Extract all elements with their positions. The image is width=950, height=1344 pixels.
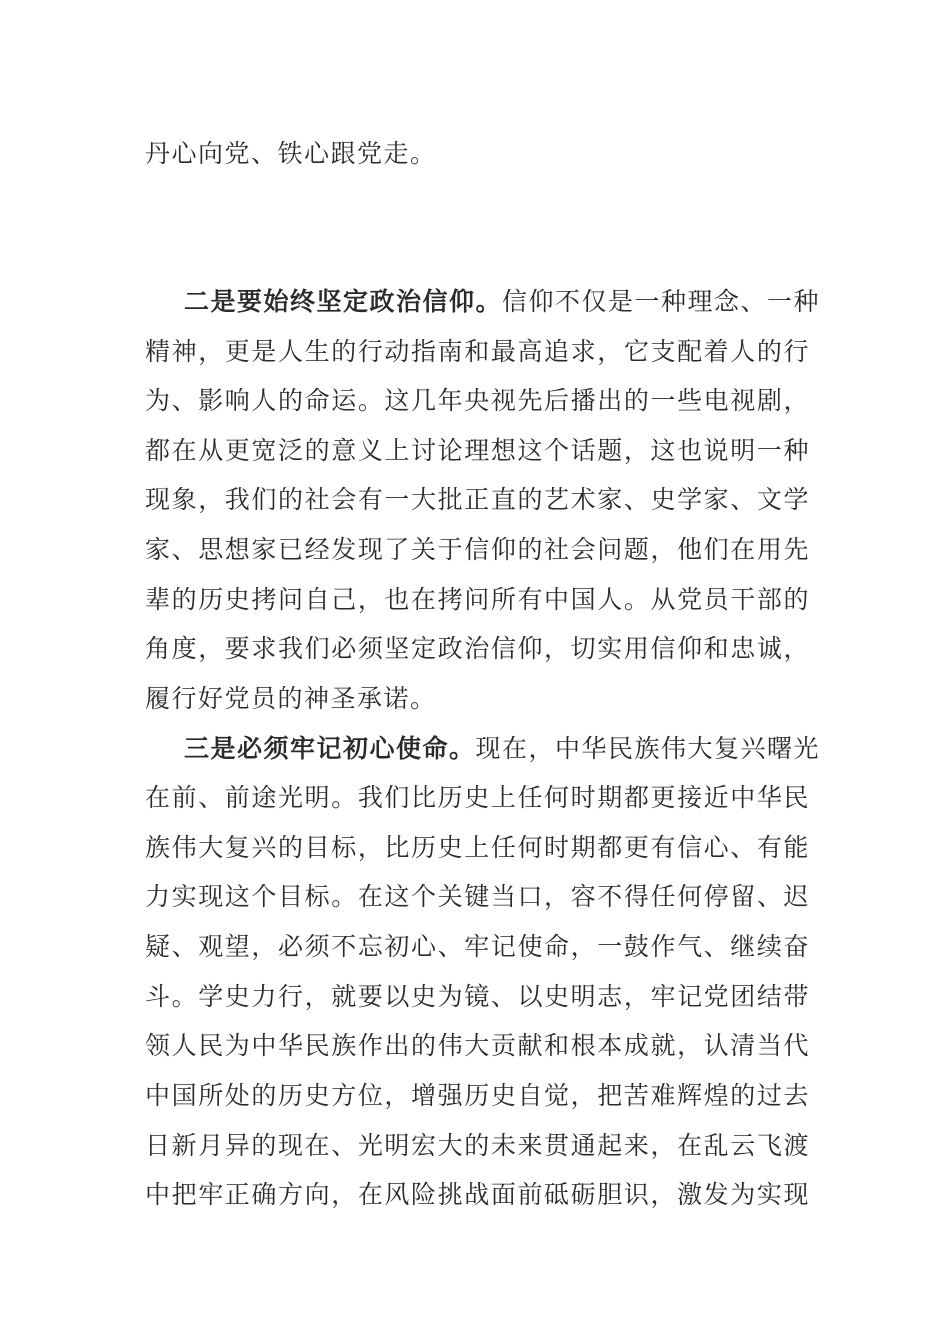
text-line — [145, 484, 810, 516]
line-text: 日新月异的现在、光明宏大的未来贯通起来，在乱云飞渡 — [145, 1131, 810, 1160]
line-text: 都在从更宽泛的意义上讨论理想这个话题，这也说明一种 — [145, 436, 810, 465]
text-line — [145, 782, 810, 814]
text-line — [145, 534, 810, 566]
line-text: 精神，更是人生的行动指南和最高追求，它支配着人的行 — [145, 337, 810, 366]
line-text: 中国所处的历史方位，增强历史自觉，把苦难辉煌的过去 — [145, 1081, 810, 1110]
paragraph-3-heading: 三是必须牢记初心使命。 — [184, 734, 476, 763]
text-line — [145, 138, 810, 170]
text-line — [145, 385, 810, 417]
text-line — [145, 435, 810, 467]
paragraph-3-first-line — [184, 733, 821, 765]
line-text: 族伟大复兴的目标，比历史上任何时期都更有信心、有能 — [145, 833, 810, 862]
text-line — [145, 584, 810, 616]
line-text: 力实现这个目标。在这个关键当口，容不得任何停留、迟 — [145, 882, 810, 911]
text-line — [145, 931, 810, 963]
line-text: 斗。学史力行，就要以史为镜、以史明志，牢记党团结带 — [145, 982, 810, 1011]
line-text: 现在，中华民族伟大复兴曙光 — [475, 734, 821, 763]
text-line — [145, 633, 810, 665]
line-text: 领人民为中华民族作出的伟大贡献和根本成就，认清当代 — [145, 1031, 810, 1060]
line-text: 为、影响人的命运。这几年央视先后播出的一些电视剧， — [145, 386, 810, 415]
line-text: 现象，我们的社会有一大批正直的艺术家、史学家、文学 — [145, 485, 810, 514]
text-line — [145, 981, 810, 1013]
text-line — [145, 1030, 810, 1062]
line-text: 信仰不仅是一种理念、一种 — [502, 287, 821, 316]
text-line — [145, 1130, 810, 1162]
line-text: 在前、前途光明。我们比历史上任何时期都更接近中华民 — [145, 783, 810, 812]
text-line — [145, 1179, 810, 1211]
line-text: 丹心向党、铁心跟党走。 — [145, 139, 437, 168]
text-line — [145, 683, 810, 715]
line-text: 疑、观望，必须不忘初心、牢记使命，一鼓作气、继续奋 — [145, 932, 810, 961]
paragraph-2-first-line — [184, 286, 821, 318]
line-text: 辈的历史拷问自己，也在拷问所有中国人。从党员干部的 — [145, 585, 810, 614]
line-text: 角度，要求我们必须坚定政治信仰，切实用信仰和忠诚， — [145, 634, 810, 663]
line-text: 家、思想家已经发现了关于信仰的社会问题，他们在用先 — [145, 535, 810, 564]
paragraph-2-heading: 二是要始终坚定政治信仰。 — [184, 287, 503, 316]
text-line — [145, 336, 810, 368]
line-text: 中把牢正确方向，在风险挑战面前砥砺胆识，激发为实现 — [145, 1180, 810, 1209]
text-line — [145, 832, 810, 864]
line-text: 履行好党员的神圣承诺。 — [145, 684, 437, 713]
text-line — [145, 1080, 810, 1112]
text-line — [145, 881, 810, 913]
